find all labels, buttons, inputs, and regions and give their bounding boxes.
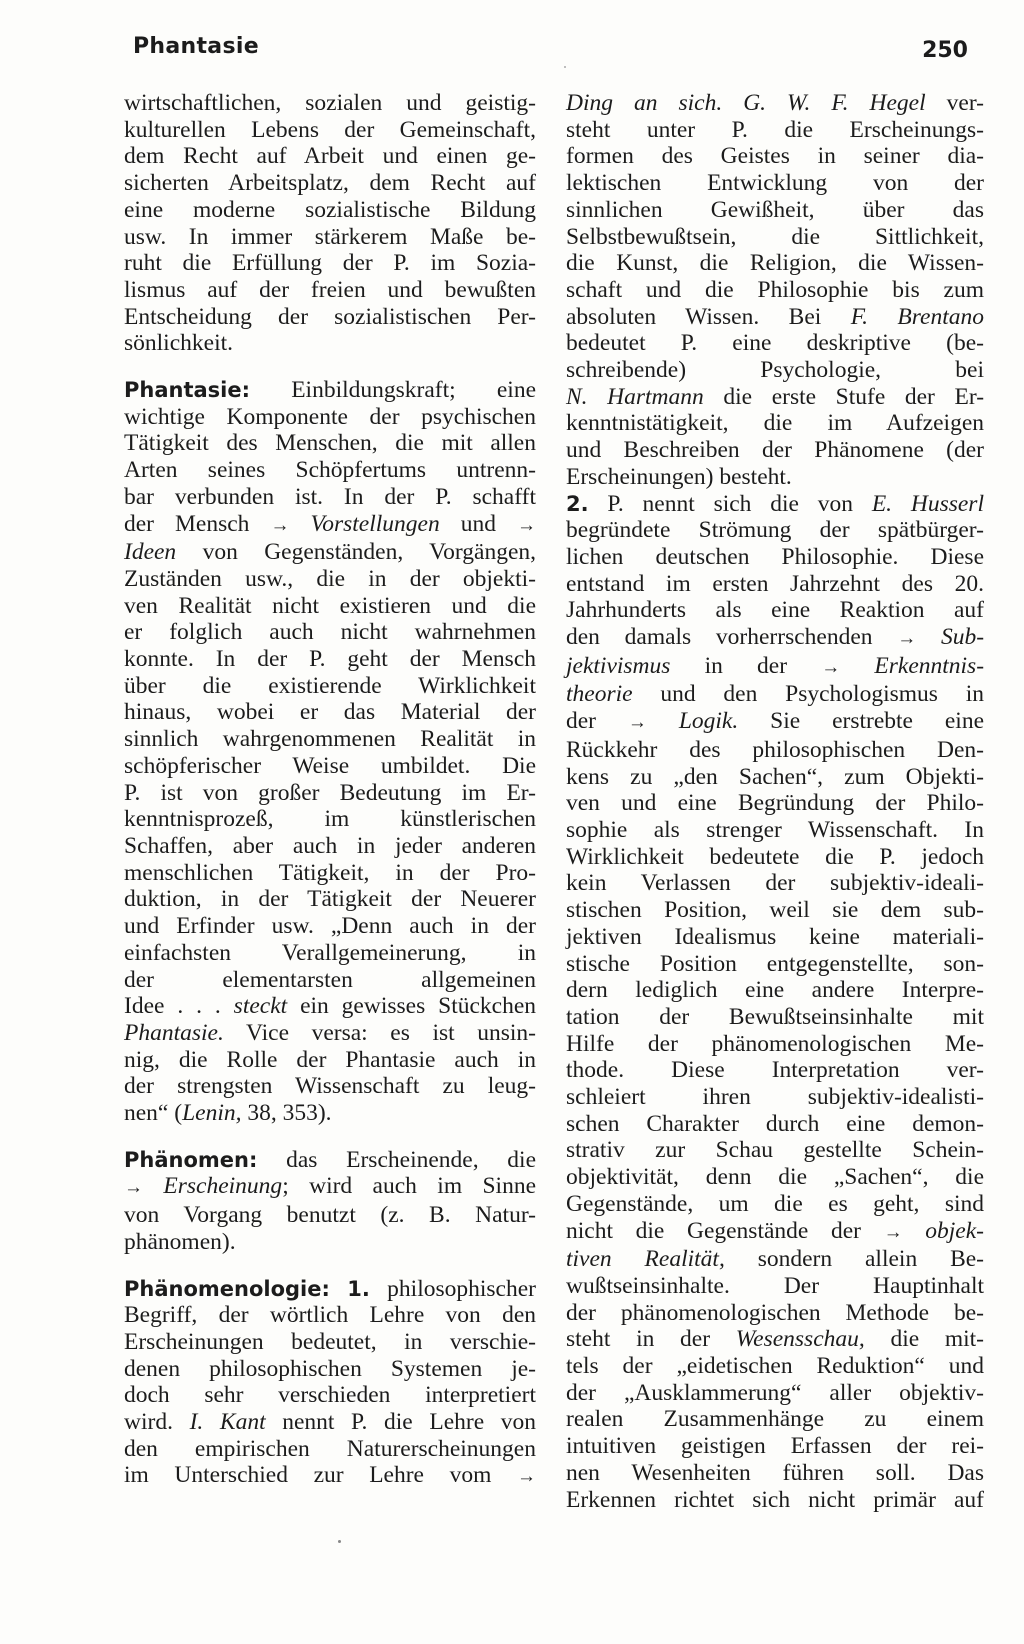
text-line: sinnlich wahrgenommenen Realität in xyxy=(124,726,536,753)
cross-reference-link[interactable]: objek- xyxy=(925,1217,984,1244)
text-fragment: die mit- xyxy=(890,1326,985,1353)
text-line: Jahrhunderts als eine Reaktion auf xyxy=(566,597,984,624)
text-fragment: nennt P. die Lehre von xyxy=(282,1409,537,1436)
cross-reference-arrow-icon: → xyxy=(517,1466,537,1488)
text-line: ven und eine Begründung der Philo- xyxy=(566,790,984,817)
text-line: schreibende) Psychologie, bei xyxy=(566,357,984,384)
text-line: Erkennen richtet sich nicht primär auf xyxy=(566,1486,984,1513)
cross-reference-link[interactable]: Ding an sich. G. W. F. Hegel xyxy=(566,90,926,116)
cross-reference-arrow-icon: → xyxy=(270,514,290,536)
text-fragment: und den Psychologismus in xyxy=(660,681,984,708)
text-fragment: von Gegenständen, Vorgängen, xyxy=(202,539,536,566)
text-line: der „Ausklammerung“ aller objektiv- xyxy=(566,1379,984,1406)
cross-reference-arrow-icon: → xyxy=(517,514,536,536)
cross-reference-link[interactable]: Logik. xyxy=(678,708,739,735)
text-line: wirtschaftlichen, sozialen und geistig- xyxy=(124,90,536,116)
running-head: Phantasie xyxy=(133,34,259,59)
text-line: lismus auf der freien und bewußten xyxy=(124,276,536,303)
text-line: Rückkehr des philosophischen Den- xyxy=(566,736,984,763)
text-line: dem Recht auf Arbeit und einen ge- xyxy=(124,143,536,170)
text-line: sönlichkeit. xyxy=(124,330,233,357)
text-line: und Erfinder usw. „Denn auch in der xyxy=(124,913,536,940)
cross-reference-link[interactable]: theorie xyxy=(566,681,633,708)
philosopher-name: E. Husserl xyxy=(871,490,984,517)
cross-reference-link[interactable]: Erkenntnis- xyxy=(874,652,985,679)
text-line: bedeutet P. eine deskriptive (be- xyxy=(566,330,984,357)
philosopher-name: I. Kant xyxy=(189,1409,266,1436)
text-line: Begriff, der wörtlich Lehre von den xyxy=(124,1302,536,1329)
text-line: schaft und die Philosophie bis zum xyxy=(566,276,984,303)
text-line: kens zu „den Sachen“, zum Objekti- xyxy=(566,763,984,790)
text-line: formen des Geistes in seiner dia- xyxy=(566,143,984,170)
text-line: der elementarsten allgemeinen xyxy=(124,966,536,993)
right-column xyxy=(566,90,984,1513)
text-line: entstand im ersten Jahrzehnt des 20. xyxy=(566,570,984,597)
text-line: kein Verlassen der subjektiv-ideali- xyxy=(566,870,984,897)
text-line: Gegenstände, um die es geht, sind xyxy=(566,1190,984,1217)
text-line: usw. In immer stärkerem Maße be- xyxy=(124,223,536,250)
entry-phaenomenologie xyxy=(124,1276,536,1492)
text-line: duktion, in der Tätigkeit der Neuerer xyxy=(124,886,536,913)
text-line: strativ zur Schau gestellte Schein- xyxy=(566,1137,984,1164)
text-fragment: in der xyxy=(704,652,788,679)
philosopher-name: N. Hartmann xyxy=(566,383,704,410)
left-column xyxy=(124,90,536,1491)
sense-number: 1. xyxy=(347,1276,370,1301)
cross-reference-link[interactable]: Erscheinung xyxy=(163,1173,283,1200)
text-line: kulturellen Lebens der Gemeinschaft, xyxy=(124,116,536,143)
text-line: wichtige Komponente der psychischen xyxy=(124,403,536,430)
text-line: denen philosophischen Systemen je- xyxy=(124,1355,536,1382)
text-line: die Kunst, die Religion, die Wissen- xyxy=(566,250,984,277)
text-line: nen Wesenheiten führen soll. Das xyxy=(566,1459,984,1486)
text-fragment: wird. xyxy=(124,1409,173,1436)
text-fragment: Vice versa: es ist unsin- xyxy=(246,1019,536,1046)
text-line: kenntnistätigkeit, die im Aufzeigen xyxy=(566,410,984,437)
text-line: ven Realität nicht existieren und die xyxy=(124,592,536,619)
text-line: Arten seines Schöpfertums untrenn- xyxy=(124,457,536,484)
text-line: und Beschreiben der Phänomene (der xyxy=(566,437,984,464)
text-line: hinaus, wobei er das Material der xyxy=(124,699,536,726)
text-line: steht unter P. die Erscheinungs- xyxy=(566,116,984,143)
text-line: sophie als strenger Wissenschaft. In xyxy=(566,816,984,843)
text-line: Erscheinungen bedeutet, in verschie- xyxy=(124,1328,536,1355)
text-line: schen Charakter durch eine demon- xyxy=(566,1110,984,1137)
print-speck xyxy=(338,1540,341,1543)
cross-reference-arrow-icon: → xyxy=(821,656,841,678)
text-line: menschlichen Tätigkeit, in der Pro- xyxy=(124,859,536,886)
text-fragment: den damals vorherrschenden xyxy=(566,624,873,651)
text-line: doch sehr verschieden interpretiert xyxy=(124,1382,536,1409)
cross-reference-arrow-icon: → xyxy=(897,628,917,650)
text-fragment: im Unterschied zur Lehre vom xyxy=(124,1462,492,1489)
text-fragment: Einbildungskraft; eine xyxy=(291,377,536,404)
text-line: objektivität, denn die „Sachen“, die xyxy=(566,1164,984,1191)
text-line: von Vorgang benutzt (z. B. Natur- xyxy=(124,1202,536,1229)
cross-reference-arrow-icon: → xyxy=(883,1221,903,1243)
text-line: er folglich auch nicht wahrnehmen xyxy=(124,619,536,646)
sense-number: 2. xyxy=(566,491,589,516)
text-fragment: sondern allein Be- xyxy=(757,1246,985,1273)
entry-phantasie xyxy=(124,377,536,1127)
text-line: schöpferischer Weise umbildet. Die xyxy=(124,752,536,779)
text-fragment: und xyxy=(460,510,496,537)
text-line: tels der „eidetischen Reduktion“ und xyxy=(566,1353,984,1380)
text-fragment: nicht die Gegenstände der xyxy=(566,1217,861,1244)
text-line: lektischen Entwicklung von der xyxy=(566,170,984,197)
text-fragment: 38, 353). xyxy=(247,1100,332,1127)
text-fragment: Idee . . . xyxy=(124,993,221,1020)
text-line: Wirklichkeit bedeutete die P. jedoch xyxy=(566,843,984,870)
text-fragment: ; wird auch im Sinne xyxy=(282,1173,537,1200)
emphasis: steckt xyxy=(233,993,288,1020)
text-fragment: Sie erstrebte eine xyxy=(770,708,985,735)
text-line: einfachsten Verallgemeinerung, in xyxy=(124,939,536,966)
text-line: Entscheidung der sozialistischen Per- xyxy=(124,303,536,330)
text-fragment: P. nennt sich die von xyxy=(607,490,854,517)
cross-reference-link[interactable]: Vorstellungen xyxy=(310,510,440,537)
text-line: der phänomenologischen Methode be- xyxy=(566,1299,984,1326)
text-line: ruht die Erfüllung der P. im Sozia- xyxy=(124,250,536,277)
entry-phaenomen xyxy=(124,1147,536,1256)
text-fragment: der Mensch xyxy=(124,510,250,537)
cross-reference-arrow-icon: → xyxy=(627,712,647,734)
text-line: stischen Position, weil sie dem sub- xyxy=(566,897,984,924)
entry-term: Phänomenologie: xyxy=(124,1276,330,1301)
philosopher-name: F. Brentano xyxy=(850,303,984,330)
text-line: Schaffen, aber auch in jeder anderen xyxy=(124,832,536,859)
text-line: P. ist von großer Bedeutung im Er- xyxy=(124,779,536,806)
text-fragment: ver- xyxy=(946,90,985,116)
text-fragment: steht in der xyxy=(566,1326,711,1353)
text-line: konnte. In der P. geht der Mensch xyxy=(124,646,536,673)
text-line: Erscheinungen) besteht. xyxy=(566,463,792,490)
print-speck xyxy=(564,66,566,68)
text-line: lichen deutschen Philosophie. Diese xyxy=(566,543,984,570)
text-line: den empirischen Naturerscheinungen xyxy=(124,1435,536,1462)
text-fragment: der xyxy=(566,708,597,735)
text-line: Tätigkeit des Menschen, die mit allen xyxy=(124,430,536,457)
text-fragment: absoluten Wissen. Bei xyxy=(566,303,822,330)
text-line: thode. Diese Interpretation ver- xyxy=(566,1057,984,1084)
citation-author: Lenin, xyxy=(182,1100,242,1127)
text-line: begründete Strömung der spätbürger- xyxy=(566,517,984,544)
emphasis: Phantasie. xyxy=(124,1019,224,1046)
text-fragment: philosophischer xyxy=(387,1275,536,1302)
text-fragment: ein gewisses Stückchen xyxy=(300,993,537,1020)
entry-term: Phantasie: xyxy=(124,378,251,403)
continuation-paragraph xyxy=(124,90,536,357)
cross-reference-arrow-icon: → xyxy=(124,1177,143,1199)
text-line: kenntnisprozeß, im künstlerischen xyxy=(124,806,536,833)
text-line: Selbstbewußtsein, die Sittlichkeit, xyxy=(566,223,984,250)
text-line: Zuständen usw., die in der objekti- xyxy=(124,565,536,592)
text-line: tation der Bewußtseinsinhalte mit xyxy=(566,1003,984,1030)
text-fragment: das Erscheinende, die xyxy=(286,1146,536,1173)
text-line: bar verbunden ist. In der P. schafft xyxy=(124,483,536,510)
cross-reference-link[interactable]: jektivismus xyxy=(566,652,671,679)
text-line: der strengsten Wissenschaft zu leug- xyxy=(124,1073,536,1100)
page-number: 250 xyxy=(922,38,968,63)
cross-reference-link[interactable]: Ideen xyxy=(124,539,177,566)
text-fragment: die erste Stufe der Er- xyxy=(723,383,985,410)
text-line: intuitiven geistigen Erfassen der rei- xyxy=(566,1433,984,1460)
emphasis: Wesensschau, xyxy=(735,1326,865,1353)
text-line: über die existierende Wirklichkeit xyxy=(124,672,536,699)
text-line: phänomen). xyxy=(124,1228,236,1255)
text-line: eine moderne sozialistische Bildung xyxy=(124,196,536,223)
cross-reference-link[interactable]: tiven Realität, xyxy=(566,1246,725,1273)
text-line: stische Position entgegenstellte, son- xyxy=(566,950,984,977)
text-fragment: nen“ ( xyxy=(124,1100,183,1127)
text-line: nig, die Rolle der Phantasie auch in xyxy=(124,1046,536,1073)
text-line: dern lediglich eine andere Interpre- xyxy=(566,977,984,1004)
text-line: realen Zusammenhänge zu einem xyxy=(566,1406,984,1433)
text-line: sicherten Arbeitsplatz, dem Recht auf xyxy=(124,170,536,197)
text-line: sinnlichen Gewißheit, über das xyxy=(566,196,984,223)
text-line: Hilfe der phänomenologischen Me- xyxy=(566,1030,984,1057)
text-line: jektiven Idealismus keine materiali- xyxy=(566,923,984,950)
entry-term: Phänomen: xyxy=(124,1147,258,1172)
text-line: schleiert ihren subjektiv-idealisti- xyxy=(566,1084,984,1111)
cross-reference-link[interactable]: Sub- xyxy=(940,624,985,651)
text-line: wußtseinsinhalte. Der Hauptinhalt xyxy=(566,1272,984,1299)
